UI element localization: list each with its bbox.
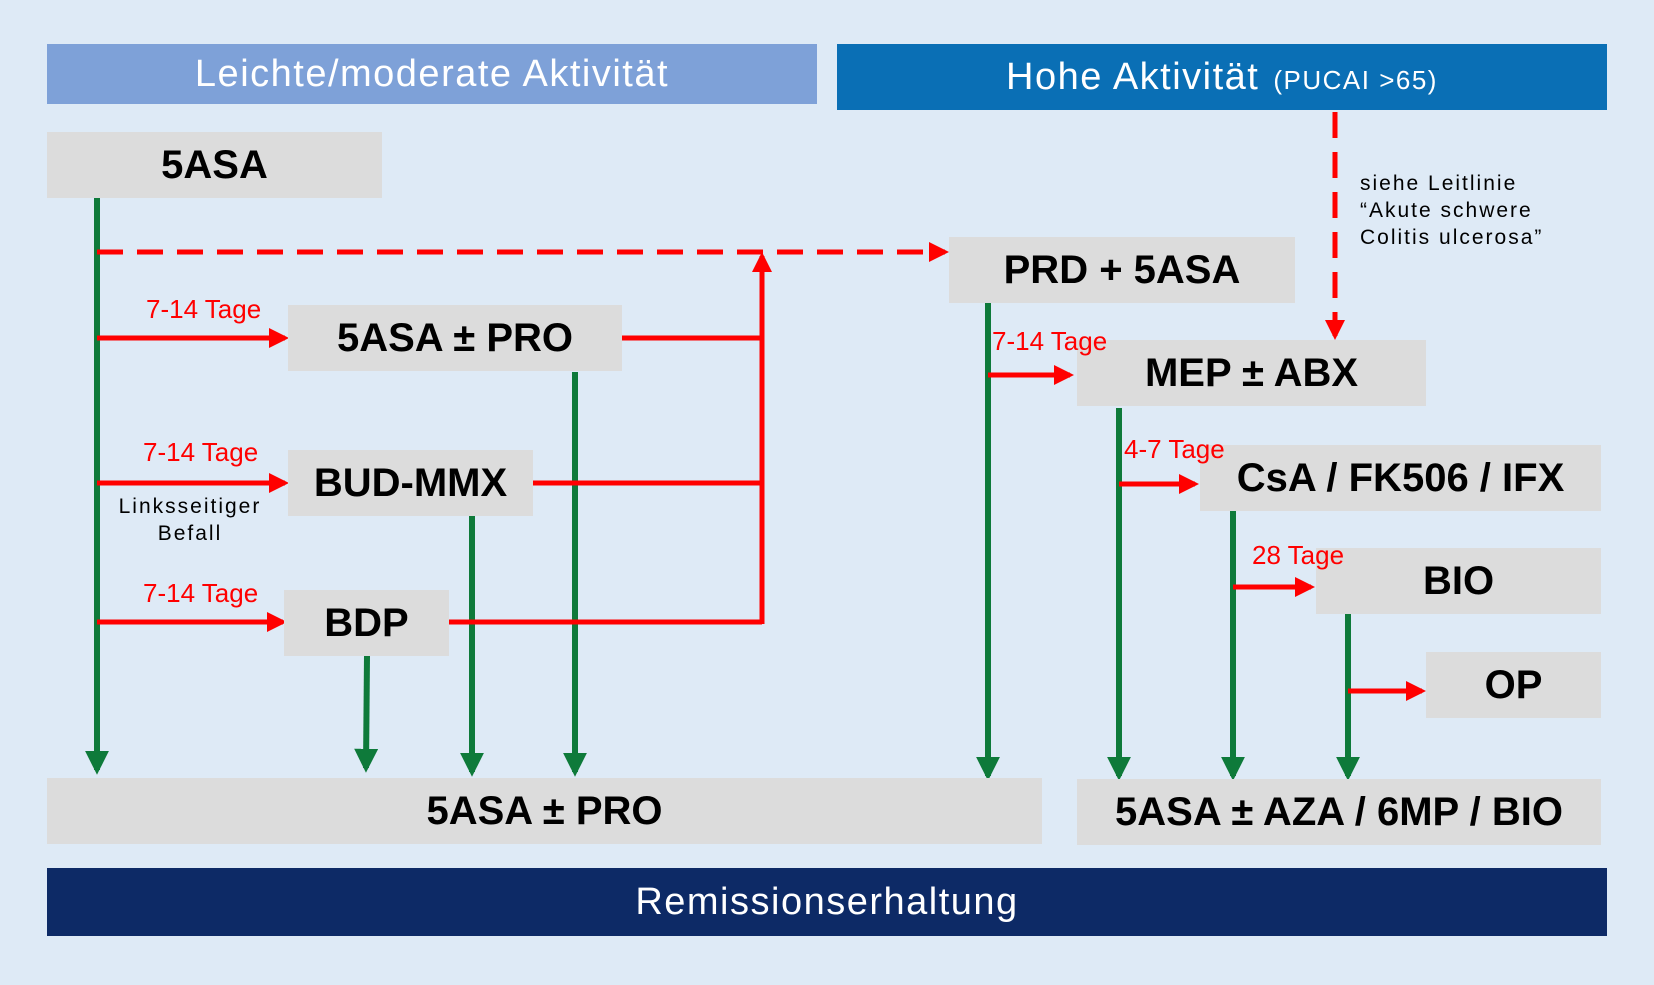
box-5asa bbox=[47, 132, 382, 198]
box-mep-abx bbox=[1077, 340, 1426, 406]
box-maintenance-left bbox=[47, 778, 1042, 844]
box-maintenance-right-label: 5ASA ± AZA / 6MP / BIO bbox=[1115, 789, 1563, 834]
note-guideline-line1: siehe Leitlinie bbox=[1360, 172, 1518, 195]
mild-activity-header-label: Leichte/moderate Aktivität bbox=[194, 52, 670, 95]
note-left-sided-line2: Befall bbox=[157, 522, 223, 545]
note-left-sided bbox=[112, 493, 268, 547]
box-maintenance-left-label: 5ASA ± PRO bbox=[426, 788, 663, 833]
box-prd-5asa-label: PRD + 5ASA bbox=[1003, 247, 1241, 292]
box-bio bbox=[1316, 548, 1601, 614]
box-prd-5asa bbox=[949, 237, 1295, 303]
duration-label-csa: 4-7 Tage bbox=[1124, 434, 1225, 464]
box-csa-fk506-ifx bbox=[1200, 445, 1601, 511]
note-guideline-line2: “Akute schwere bbox=[1360, 199, 1533, 222]
box-op bbox=[1426, 652, 1601, 718]
box-bdp-label: BDP bbox=[324, 600, 409, 645]
flow-bdp-to-maintenance bbox=[366, 656, 367, 768]
high-activity-header-sub: (PUCAI >65) bbox=[1273, 64, 1438, 95]
box-5asa-pro bbox=[288, 305, 622, 371]
box-maintenance-right bbox=[1077, 779, 1601, 845]
duration-label-bio: 28 Tage bbox=[1252, 540, 1345, 570]
box-bdp bbox=[284, 590, 449, 656]
duration-label-bud-mmx: 7-14 Tage bbox=[143, 437, 259, 467]
duration-label-bdp: 7-14 Tage bbox=[143, 578, 259, 608]
note-guideline bbox=[1360, 170, 1543, 251]
duration-label-5asa-pro: 7-14 Tage bbox=[146, 294, 262, 324]
duration-label-mep: 7-14 Tage bbox=[992, 326, 1108, 356]
note-left-sided-line1: Linksseitiger bbox=[118, 495, 262, 518]
box-mep-abx-label: MEP ± ABX bbox=[1144, 350, 1359, 395]
box-op-label: OP bbox=[1484, 662, 1543, 707]
box-bio-label: BIO bbox=[1422, 558, 1495, 603]
box-bud-mmx-label: BUD-MMX bbox=[313, 460, 508, 505]
box-csa-label: CsA / FK506 / IFX bbox=[1236, 455, 1565, 500]
note-guideline-line3: Colitis ulcerosa” bbox=[1360, 226, 1544, 249]
box-bud-mmx bbox=[288, 450, 533, 516]
maintenance-header-label: Remissionserhaltung bbox=[635, 880, 1019, 923]
high-activity-header-label: Hohe Aktivität bbox=[1006, 55, 1260, 98]
box-5asa-pro-label: 5ASA ± PRO bbox=[336, 315, 574, 360]
box-5asa-label: 5ASA bbox=[161, 142, 268, 187]
